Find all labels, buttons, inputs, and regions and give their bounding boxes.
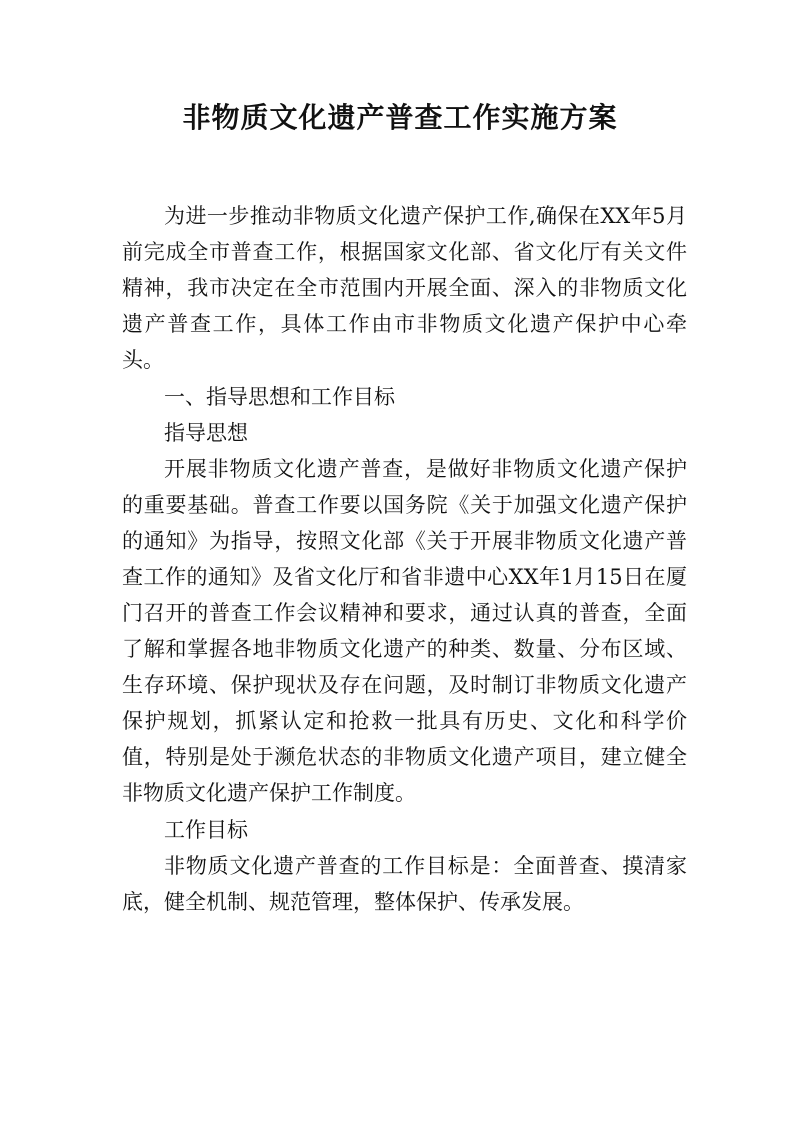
subheading-guiding-ideology: 指导思想 [164,421,248,445]
subheading-work-goals: 工作目标 [164,818,248,842]
intro-paragraph: 为进一步推动非物质文化遗产保护工作,确保在XX年5月前完成全市普查工作，根据国家文化部、省文化厅有关文件精神，我市决定在全市范围内开展全面、深入的非物质文化遗产普查工作，具体工作由市非物质文化遗产保护中心牵头。 [122,204,687,372]
guiding-ideology-paragraph: 开展非物质文化遗产普查，是做好非物质文化遗产保护的重要基础。普查工作要以国务院《关于加强文化遗产保护的通知》为指导，按照文化部《关于开展非物质文化遗产普查工作的通知》及省文化厅和省非遗中心XX年1月15日在厦门召开的普查工作会议精神和要求，通过认真的普查，全面了解和掌握各地非物质文化遗产的种类、数量、分布区域、生存环境、保护现状及存在问题，及时制订非物质文化遗产保护规划，抓紧认定和抢救一批具有历史、文化和科学价值，特别是处于濒危状态的非物质文化遗产项目，建立健全非物质文化遗产保护工作制度。 [122,457,687,805]
document-body [122,198,687,920]
work-goals-paragraph: 非物质文化遗产普查的工作目标是：全面普查、摸清家底，健全机制、规范管理，整体保护、传承发展。 [122,854,687,914]
section-heading-guidance-and-goals: 一、指导思想和工作目标 [164,385,395,409]
document-title: 非物质文化遗产普查工作实施方案 [182,101,618,134]
